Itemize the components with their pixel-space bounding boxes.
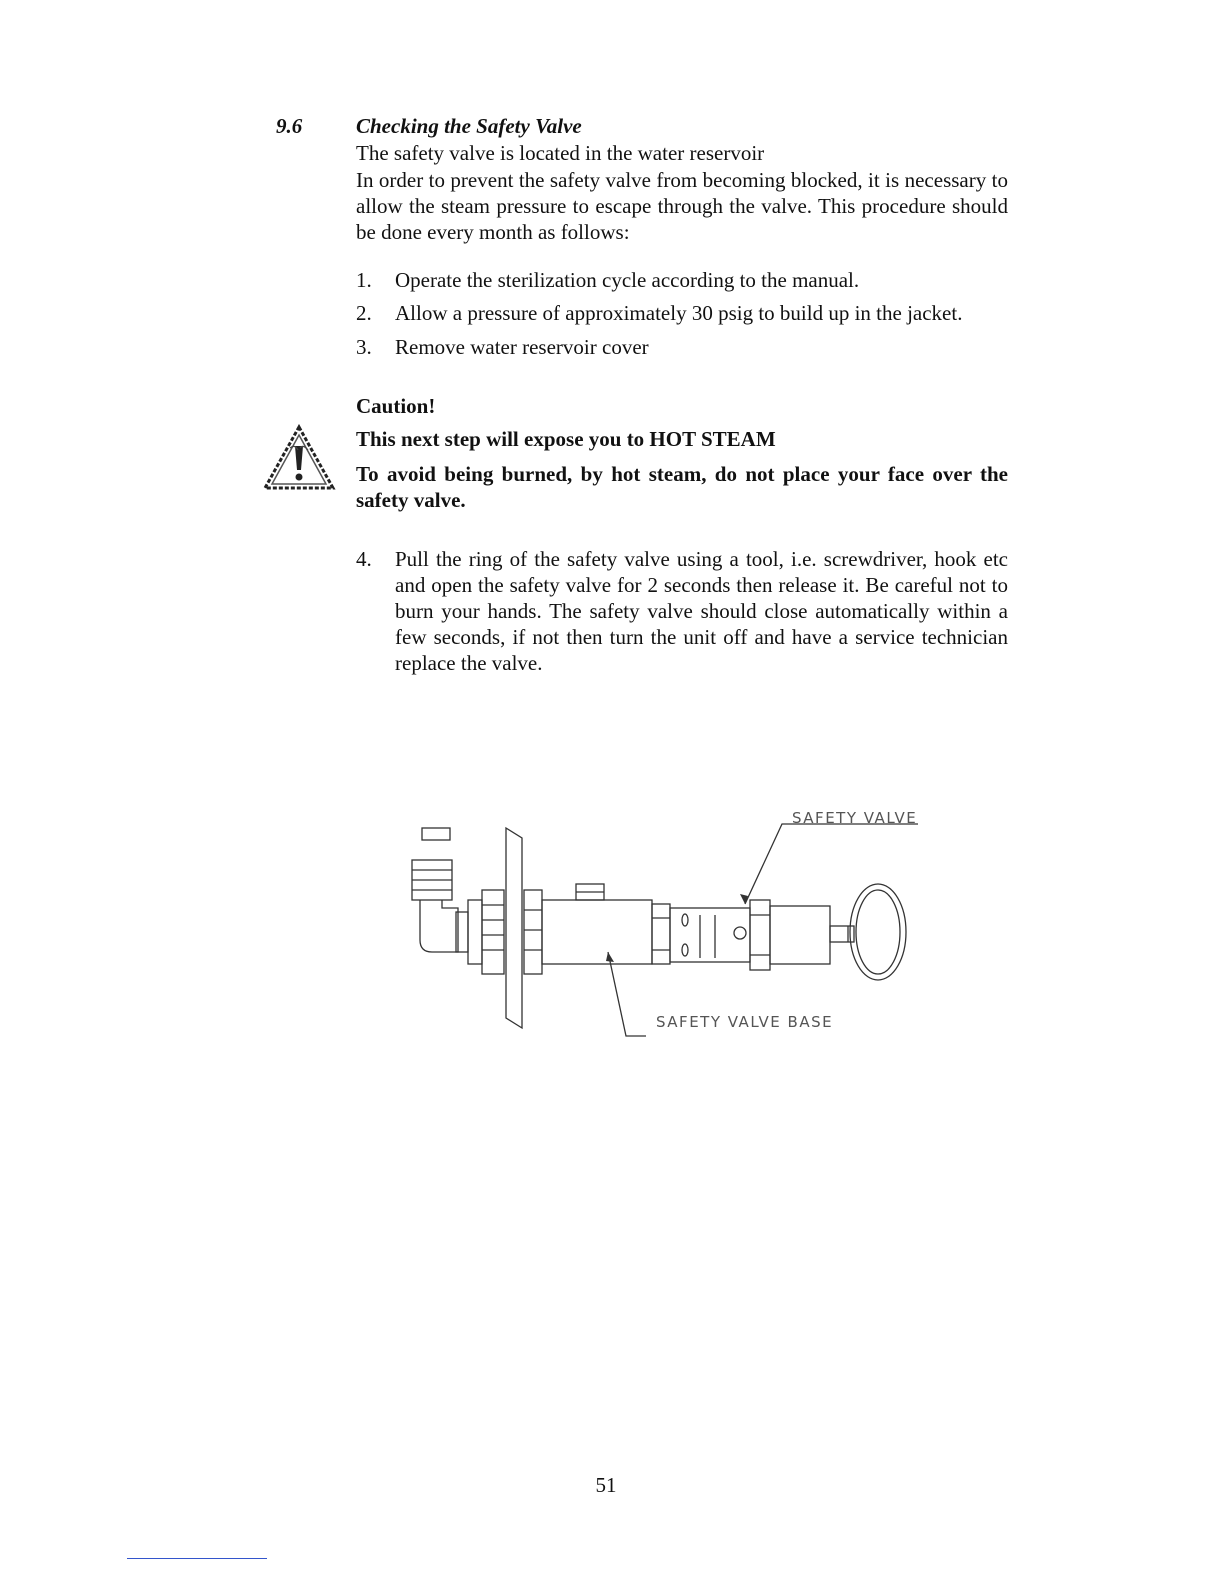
caution-line-1: This next step will expose you to HOT STEAM	[356, 427, 776, 451]
step-number: 2.	[356, 301, 372, 325]
step-number: 4.	[356, 547, 372, 571]
warning-triangle-icon	[262, 424, 336, 492]
section-number: 9.6	[276, 114, 303, 138]
section-title: Checking the Safety Valve	[356, 114, 582, 138]
step-number: 1.	[356, 268, 372, 292]
page-number: 51	[595, 1473, 617, 1497]
step-text: Operate the sterilization cycle according to the manual.	[395, 268, 860, 292]
caution-heading: Caution!	[356, 394, 436, 418]
label-safety-valve-base: SAFETY VALVE BASE	[656, 1013, 834, 1031]
step-number: 3.	[356, 335, 372, 359]
caution-line-2: To avoid being burned, by hot steam, do not place your face over the safety valve.	[356, 462, 1008, 512]
label-safety-valve: SAFETY VALVE	[792, 809, 918, 827]
step-text: Allow a pressure of approximately 30 psig to build up in the jacket.	[395, 301, 963, 325]
footnote-rule	[127, 1558, 267, 1559]
intro-line: The safety valve is located in the water reservoir	[356, 141, 765, 165]
step-text: Remove water reservoir cover	[395, 335, 649, 359]
safety-valve-diagram	[400, 800, 930, 1045]
step-text: Pull the ring of the safety valve using a tool, i.e. screwdriver, hook etc and open the safety valve for 2 seconds then release it. Be careful not to burn your hands. The safety valve should close automatically within a few seconds, if not then turn the unit off and have a service technician replace the valve.	[395, 547, 1008, 675]
intro-paragraph: In order to prevent the safety valve from becoming blocked, it is necessary to allow the steam pressure to escape through the valve. This procedure should be done every month as follows:	[356, 168, 1008, 244]
